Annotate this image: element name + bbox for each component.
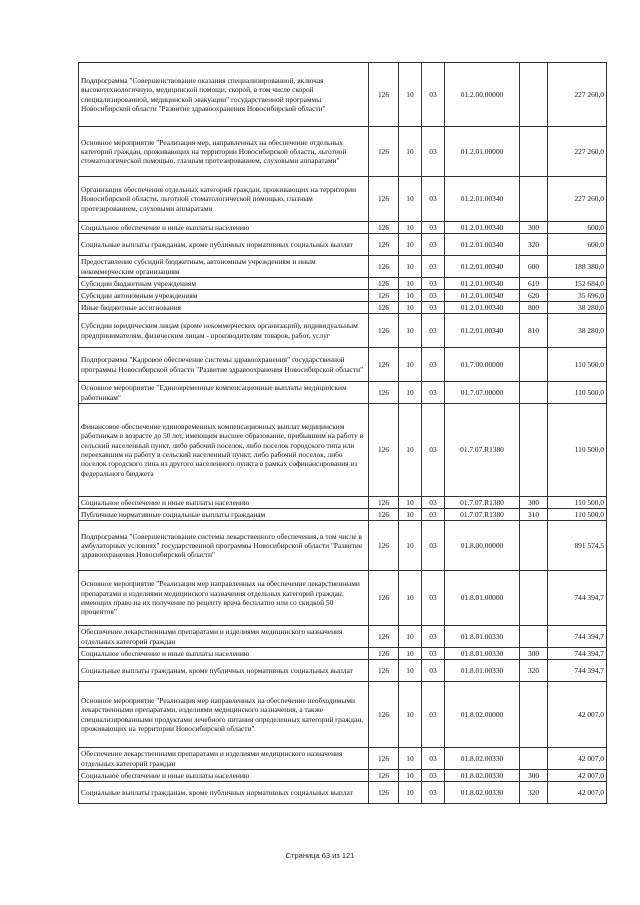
grbs-code-cell: 126 xyxy=(369,302,399,314)
section-code-cell: 10 xyxy=(399,278,422,290)
amount-cell: 35 696,0 xyxy=(548,290,607,302)
table-row xyxy=(79,278,607,290)
target-article-cell: 01.8.01.00000 xyxy=(445,571,520,626)
grbs-code-cell: 126 xyxy=(369,222,399,234)
subsection-code-cell: 03 xyxy=(422,660,445,682)
grbs-code-cell: 126 xyxy=(369,382,399,404)
amount-cell: 600,0 xyxy=(548,234,607,256)
expense-type-cell xyxy=(520,177,548,222)
grbs-code-cell: 126 xyxy=(369,256,399,278)
amount-cell: 110 500,0 xyxy=(548,404,607,497)
row-name-cell: Субсидии бюджетным учреждениям xyxy=(79,278,369,290)
grbs-code-cell: 126 xyxy=(369,682,399,748)
row-name-cell: Социальные выплаты гражданам, кроме публичных нормативных социальных выплат xyxy=(79,234,369,256)
section-code-cell: 10 xyxy=(399,748,422,770)
subsection-code-cell: 03 xyxy=(422,626,445,648)
grbs-code-cell: 126 xyxy=(369,748,399,770)
table-row xyxy=(79,256,607,278)
subsection-code-cell: 03 xyxy=(422,302,445,314)
expense-type-cell xyxy=(520,626,548,648)
table-row xyxy=(79,770,607,782)
expense-type-cell xyxy=(520,348,548,382)
expense-type-cell: 300 xyxy=(520,648,548,660)
budget-table-page xyxy=(78,62,606,804)
grbs-code-cell: 126 xyxy=(369,660,399,682)
amount-cell: 227 260,0 xyxy=(548,63,607,127)
expense-type-cell: 310 xyxy=(520,509,548,521)
target-article-cell: 01.8.01.00330 xyxy=(445,660,520,682)
row-name-cell: Подпрограмма "Совершенствование системы лекарственного обеспечения, в том числе в амбулаторных условиях" государственной программы Новосибирской области "Развитие здравоохранения Новосибирской области" xyxy=(79,521,369,571)
subsection-code-cell: 03 xyxy=(422,278,445,290)
row-name-cell: Основное мероприятие "Реализация мер, направленных на обеспечение отдельных категорий граждан, проживающих на территории Новосибирской области, льготной стоматологической помощью, глазным протезированием, слуховыми аппаратами" xyxy=(79,127,369,177)
section-code-cell: 10 xyxy=(399,404,422,497)
expense-type-cell xyxy=(520,382,548,404)
table-row xyxy=(79,782,607,804)
row-name-cell: Социальное обеспечение и иные выплаты населению xyxy=(79,497,369,509)
section-code-cell: 10 xyxy=(399,127,422,177)
amount-cell: 110 500,0 xyxy=(548,382,607,404)
target-article-cell: 01.2.01.00000 xyxy=(445,127,520,177)
amount-cell: 744 394,7 xyxy=(548,626,607,648)
grbs-code-cell: 126 xyxy=(369,177,399,222)
subsection-code-cell: 03 xyxy=(422,177,445,222)
table-row xyxy=(79,521,607,571)
row-name-cell: Подпрограмма "Кадровое обеспечение системы здравоохранения" государственной программы Новосибирской области "Развитие здравоохранения Новосибирской области" xyxy=(79,348,369,382)
target-article-cell: 01.7.07.00000 xyxy=(445,382,520,404)
target-article-cell: 01.2.01.00340 xyxy=(445,256,520,278)
table-row xyxy=(79,222,607,234)
grbs-code-cell: 126 xyxy=(369,648,399,660)
subsection-code-cell: 03 xyxy=(422,382,445,404)
subsection-code-cell: 03 xyxy=(422,290,445,302)
amount-cell: 110 500,0 xyxy=(548,348,607,382)
section-code-cell: 10 xyxy=(399,626,422,648)
row-name-cell: Обеспечение лекарственными препаратами и изделиями медицинского назначения отдельных категорий граждан xyxy=(79,626,369,648)
expense-type-cell xyxy=(520,748,548,770)
expense-type-cell: 300 xyxy=(520,222,548,234)
row-name-cell: Социальные выплаты гражданам, кроме публичных нормативных социальных выплат xyxy=(79,782,369,804)
expense-type-cell: 320 xyxy=(520,782,548,804)
amount-cell: 188 380,0 xyxy=(548,256,607,278)
row-name-cell: Публичные нормативные социальные выплаты гражданам xyxy=(79,509,369,521)
grbs-code-cell: 126 xyxy=(369,278,399,290)
row-name-cell: Основное мероприятие "Реализация мер направленных на обеспечение лекарственными препаратами и изделиями медицинского назначения отдельных категорий граждан, имеющих право на их получение по рецепту врача бесплатно или со скидкой 50 процентов" xyxy=(79,571,369,626)
amount-cell: 38 280,0 xyxy=(548,314,607,348)
section-code-cell: 10 xyxy=(399,521,422,571)
row-name-cell: Организация обеспечения отдельных категорий граждан, проживающих на территории Новосибирской области, льготной стоматологической помощью, глазным протезированием, слуховыми аппаратами xyxy=(79,177,369,222)
grbs-code-cell: 126 xyxy=(369,626,399,648)
row-name-cell: Субсидии автономным учреждениям xyxy=(79,290,369,302)
grbs-code-cell: 126 xyxy=(369,290,399,302)
amount-cell: 744 394,7 xyxy=(548,648,607,660)
row-name-cell: Социальные выплаты гражданам, кроме публичных нормативных социальных выплат xyxy=(79,660,369,682)
grbs-code-cell: 126 xyxy=(369,770,399,782)
section-code-cell: 10 xyxy=(399,682,422,748)
subsection-code-cell: 03 xyxy=(422,314,445,348)
section-code-cell: 10 xyxy=(399,660,422,682)
section-code-cell: 10 xyxy=(399,63,422,127)
amount-cell: 42 007,0 xyxy=(548,682,607,748)
target-article-cell: 01.8.00.00000 xyxy=(445,521,520,571)
amount-cell: 227 260,0 xyxy=(548,177,607,222)
subsection-code-cell: 03 xyxy=(422,404,445,497)
subsection-code-cell: 03 xyxy=(422,222,445,234)
section-code-cell: 10 xyxy=(399,497,422,509)
table-row xyxy=(79,177,607,222)
grbs-code-cell: 126 xyxy=(369,782,399,804)
row-name-cell: Финансовое обеспечение единовременных компенсационных выплат медицинским работникам в возрасте до 50 лет, имеющим высшее образование, прибывшим на работу в сельский населенный пункт, либо рабочий поселок, либо поселок городского типа или переехавшим на работу в сельский населенный пункт, либо рабочий поселок, либо поселок городского типа из другого населенного пункта в рамках софинансирования из федерального бюджета xyxy=(79,404,369,497)
target-article-cell: 01.8.02.00330 xyxy=(445,782,520,804)
table-row xyxy=(79,497,607,509)
expense-type-cell: 300 xyxy=(520,770,548,782)
table-row xyxy=(79,234,607,256)
row-name-cell: Предоставление субсидий бюджетным, автономным учреждениям и иным некоммерческим организациям xyxy=(79,256,369,278)
grbs-code-cell: 126 xyxy=(369,509,399,521)
grbs-code-cell: 126 xyxy=(369,348,399,382)
expense-type-cell xyxy=(520,404,548,497)
target-article-cell: 01.7.07.R1380 xyxy=(445,404,520,497)
expense-type-cell: 610 xyxy=(520,278,548,290)
amount-cell: 152 684,0 xyxy=(548,278,607,290)
section-code-cell: 10 xyxy=(399,222,422,234)
grbs-code-cell: 126 xyxy=(369,404,399,497)
row-name-cell: Социальное обеспечение и иные выплаты населению xyxy=(79,648,369,660)
target-article-cell: 01.8.02.00330 xyxy=(445,748,520,770)
expense-type-cell: 320 xyxy=(520,660,548,682)
page-footer xyxy=(0,851,640,860)
target-article-cell: 01.2.01.00340 xyxy=(445,290,520,302)
row-name-cell: Иные бюджетные ассигнования xyxy=(79,302,369,314)
grbs-code-cell: 126 xyxy=(369,234,399,256)
expense-type-cell xyxy=(520,63,548,127)
grbs-code-cell: 126 xyxy=(369,63,399,127)
subsection-code-cell: 03 xyxy=(422,234,445,256)
subsection-code-cell: 03 xyxy=(422,682,445,748)
amount-cell: 42 007,0 xyxy=(548,782,607,804)
table-row xyxy=(79,626,607,648)
table-row xyxy=(79,290,607,302)
subsection-code-cell: 03 xyxy=(422,648,445,660)
target-article-cell: 01.2.01.00340 xyxy=(445,222,520,234)
section-code-cell: 10 xyxy=(399,314,422,348)
subsection-code-cell: 03 xyxy=(422,497,445,509)
table-row xyxy=(79,348,607,382)
section-code-cell: 10 xyxy=(399,302,422,314)
section-code-cell: 10 xyxy=(399,348,422,382)
subsection-code-cell: 03 xyxy=(422,770,445,782)
target-article-cell: 01.2.01.00340 xyxy=(445,177,520,222)
target-article-cell: 01.2.01.00340 xyxy=(445,234,520,256)
subsection-code-cell: 03 xyxy=(422,63,445,127)
row-name-cell: Основное мероприятие "Реализация мер направленных на обеспечение необходимыми лекарственными препаратами, изделиями медицинского назначения, а также специализированными продуктами лечебного питания определенных категорий граждан, проживающих на территории Новосибирской области" xyxy=(79,682,369,748)
amount-cell: 227 260,0 xyxy=(548,127,607,177)
expense-type-cell: 320 xyxy=(520,234,548,256)
expense-type-cell xyxy=(520,127,548,177)
table-row xyxy=(79,404,607,497)
grbs-code-cell: 126 xyxy=(369,127,399,177)
subsection-code-cell: 03 xyxy=(422,571,445,626)
table-row xyxy=(79,302,607,314)
section-code-cell: 10 xyxy=(399,234,422,256)
target-article-cell: 01.8.01.00330 xyxy=(445,648,520,660)
target-article-cell: 01.2.01.00340 xyxy=(445,314,520,348)
section-code-cell: 10 xyxy=(399,382,422,404)
amount-cell: 891 574,5 xyxy=(548,521,607,571)
table-row xyxy=(79,63,607,127)
subsection-code-cell: 03 xyxy=(422,748,445,770)
amount-cell: 42 007,0 xyxy=(548,748,607,770)
budget-table xyxy=(78,62,607,804)
row-name-cell: Субсидии юридическим лицам (кроме некоммерческих организаций), индивидуальным предпринимателям, физическим лицам - производителям товаров, работ, услуг xyxy=(79,314,369,348)
table-row xyxy=(79,571,607,626)
section-code-cell: 10 xyxy=(399,256,422,278)
expense-type-cell: 810 xyxy=(520,314,548,348)
target-article-cell: 01.2.00.00000 xyxy=(445,63,520,127)
section-code-cell: 10 xyxy=(399,509,422,521)
section-code-cell: 10 xyxy=(399,571,422,626)
amount-cell: 744 394,7 xyxy=(548,571,607,626)
row-name-cell: Социальное обеспечение и иные выплаты населению xyxy=(79,222,369,234)
table-row xyxy=(79,314,607,348)
subsection-code-cell: 03 xyxy=(422,521,445,571)
expense-type-cell: 800 xyxy=(520,302,548,314)
target-article-cell: 01.8.02.00000 xyxy=(445,682,520,748)
page-number: Страница 63 из 121 xyxy=(285,851,355,860)
row-name-cell: Социальное обеспечение и иные выплаты населению xyxy=(79,770,369,782)
row-name-cell: Подпрограмма "Совершенствование оказания специализированной, включая высокотехнологичную, медицинской помощи, скорой, в том числе скорой специализированной, медицинской эвакуации" государственной программы Новосибирской области "Развитие здравоохранения Новосибирской области" xyxy=(79,63,369,127)
target-article-cell: 01.8.02.00330 xyxy=(445,770,520,782)
amount-cell: 600,0 xyxy=(548,222,607,234)
table-row xyxy=(79,509,607,521)
amount-cell: 110 500,0 xyxy=(548,497,607,509)
amount-cell: 38 280,0 xyxy=(548,302,607,314)
table-row xyxy=(79,748,607,770)
table-row xyxy=(79,127,607,177)
expense-type-cell xyxy=(520,521,548,571)
table-row xyxy=(79,682,607,748)
target-article-cell: 01.8.01.00330 xyxy=(445,626,520,648)
row-name-cell: Обеспечение лекарственными препаратами и изделиями медицинского назначения отдельных категорий граждан xyxy=(79,748,369,770)
expense-type-cell: 300 xyxy=(520,497,548,509)
grbs-code-cell: 126 xyxy=(369,497,399,509)
expense-type-cell: 620 xyxy=(520,290,548,302)
table-row xyxy=(79,382,607,404)
grbs-code-cell: 126 xyxy=(369,314,399,348)
subsection-code-cell: 03 xyxy=(422,256,445,278)
section-code-cell: 10 xyxy=(399,770,422,782)
grbs-code-cell: 126 xyxy=(369,571,399,626)
subsection-code-cell: 03 xyxy=(422,782,445,804)
expense-type-cell: 600 xyxy=(520,256,548,278)
section-code-cell: 10 xyxy=(399,290,422,302)
expense-type-cell xyxy=(520,682,548,748)
amount-cell: 42 007,0 xyxy=(548,770,607,782)
subsection-code-cell: 03 xyxy=(422,348,445,382)
amount-cell: 744 394,7 xyxy=(548,660,607,682)
grbs-code-cell: 126 xyxy=(369,521,399,571)
section-code-cell: 10 xyxy=(399,177,422,222)
target-article-cell: 01.7.07.R1380 xyxy=(445,497,520,509)
amount-cell: 110 500,0 xyxy=(548,509,607,521)
subsection-code-cell: 03 xyxy=(422,127,445,177)
target-article-cell: 01.7.00.00000 xyxy=(445,348,520,382)
expense-type-cell xyxy=(520,571,548,626)
section-code-cell: 10 xyxy=(399,648,422,660)
target-article-cell: 01.2.01.00340 xyxy=(445,302,520,314)
table-body xyxy=(79,63,607,804)
table-row xyxy=(79,648,607,660)
row-name-cell: Основное мероприятие "Единовременные компенсационные выплаты медицинским работникам" xyxy=(79,382,369,404)
target-article-cell: 01.7.07.R1380 xyxy=(445,509,520,521)
section-code-cell: 10 xyxy=(399,782,422,804)
target-article-cell: 01.2.01.00340 xyxy=(445,278,520,290)
subsection-code-cell: 03 xyxy=(422,509,445,521)
table-row xyxy=(79,660,607,682)
